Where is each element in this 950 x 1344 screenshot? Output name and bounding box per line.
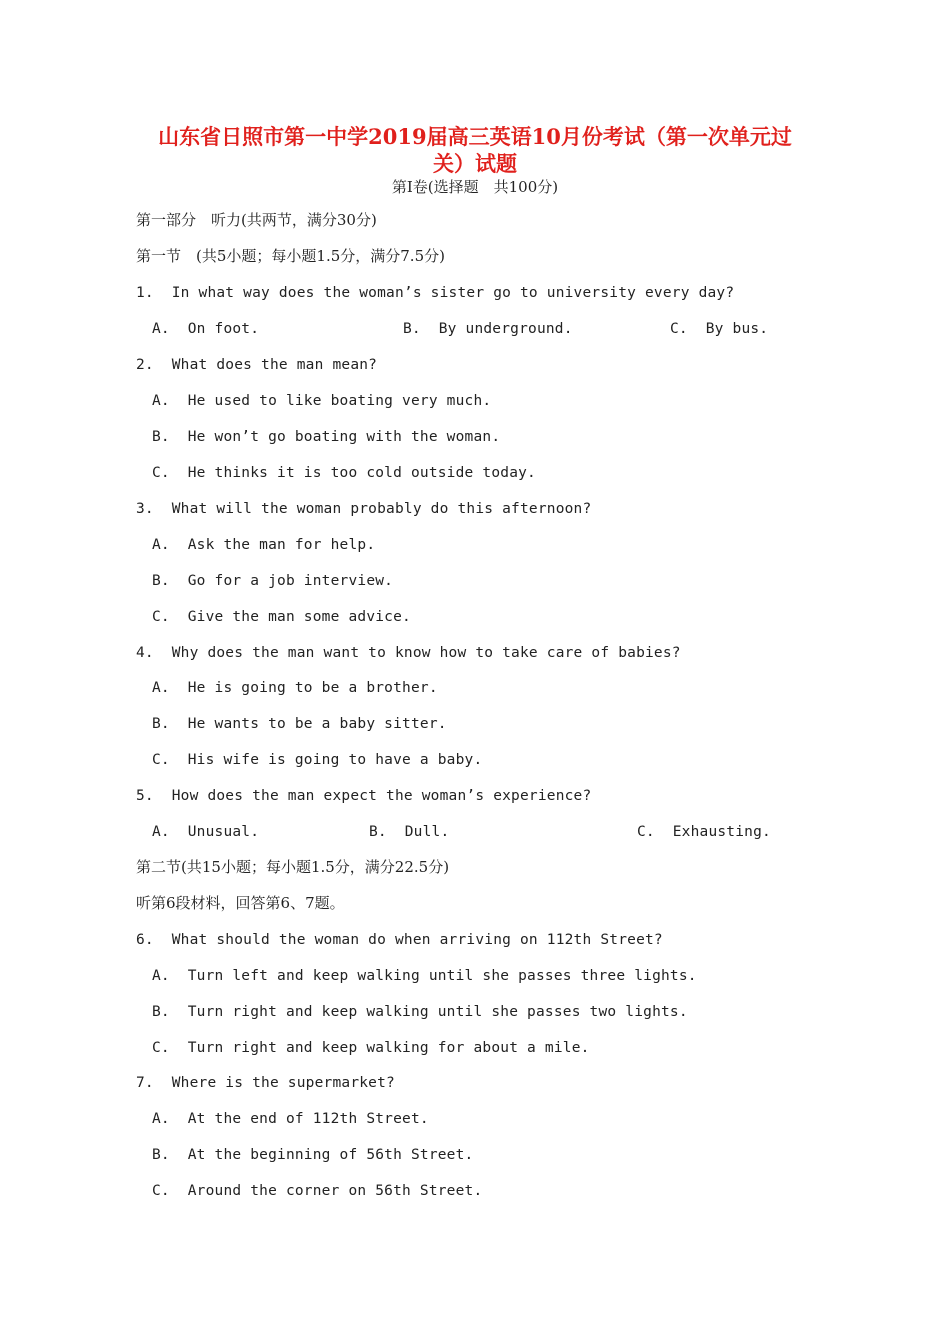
- part-one-heading: 第一部分 听力(共两节，满分30分): [136, 211, 377, 229]
- question-3-option-b: B. Go for a job interview.: [152, 573, 394, 589]
- question-4-option-c: C. His wife is going to have a baby.: [152, 752, 483, 768]
- question-5-option-b: B. Dull.: [369, 824, 450, 840]
- volume-heading: 第Ⅰ卷(选择题 共100分): [391, 178, 559, 196]
- question-1-stem: 1. In what way does the woman’s sister go to university every day?: [136, 285, 735, 301]
- question-1-option-b: B. By underground.: [403, 321, 573, 337]
- question-3-option-a: A. Ask the man for help.: [152, 537, 376, 553]
- question-6-option-b: B. Turn right and keep walking until she passes two lights.: [152, 1004, 688, 1020]
- section-two-heading: 第二节(共15小题；每小题1.5分，满分22.5分): [136, 858, 450, 876]
- question-3-option-c: C. Give the man some advice.: [152, 609, 411, 625]
- exam-title-line-1: 山东省日照市第一中学2019届高三英语10月份考试（第一次单元过: [158, 124, 792, 149]
- question-3-stem: 3. What will the woman probably do this afternoon?: [136, 501, 592, 517]
- section-one-heading: 第一节 (共5小题；每小题1.5分，满分7.5分): [136, 247, 445, 265]
- question-7-option-a: A. At the end of 112th Street.: [152, 1111, 429, 1127]
- question-1-option-c: C. By bus.: [670, 321, 769, 337]
- question-2-option-a: A. He used to like boating very much.: [152, 393, 492, 409]
- question-2-option-b: B. He won’t go boating with the woman.: [152, 429, 501, 445]
- question-7-option-c: C. Around the corner on 56th Street.: [152, 1183, 483, 1199]
- question-2-option-c: C. He thinks it is too cold outside today.: [152, 465, 536, 481]
- question-2-stem: 2. What does the man mean?: [136, 357, 378, 373]
- question-6-option-c: C. Turn right and keep walking for about a mile.: [152, 1040, 590, 1056]
- question-4-option-a: A. He is going to be a brother.: [152, 680, 438, 696]
- question-4-stem: 4. Why does the man want to know how to take care of babies?: [136, 645, 681, 661]
- question-5-stem: 5. How does the man expect the woman’s experience?: [136, 788, 592, 804]
- question-5-option-c: C. Exhausting.: [637, 824, 771, 840]
- question-7-stem: 7. Where is the supermarket?: [136, 1075, 395, 1091]
- question-6-stem: 6. What should the woman do when arriving on 112th Street?: [136, 932, 663, 948]
- exam-title-line-2: 关）试题: [433, 151, 517, 176]
- question-4-option-b: B. He wants to be a baby sitter.: [152, 716, 447, 732]
- question-7-option-b: B. At the beginning of 56th Street.: [152, 1147, 474, 1163]
- question-6-option-a: A. Turn left and keep walking until she passes three lights.: [152, 968, 697, 984]
- question-5-option-a: A. Unusual.: [152, 824, 260, 840]
- instruction-questions-6-7: 听第6段材料，回答第6、7题。: [136, 894, 345, 912]
- question-1-option-a: A. On foot.: [152, 321, 260, 337]
